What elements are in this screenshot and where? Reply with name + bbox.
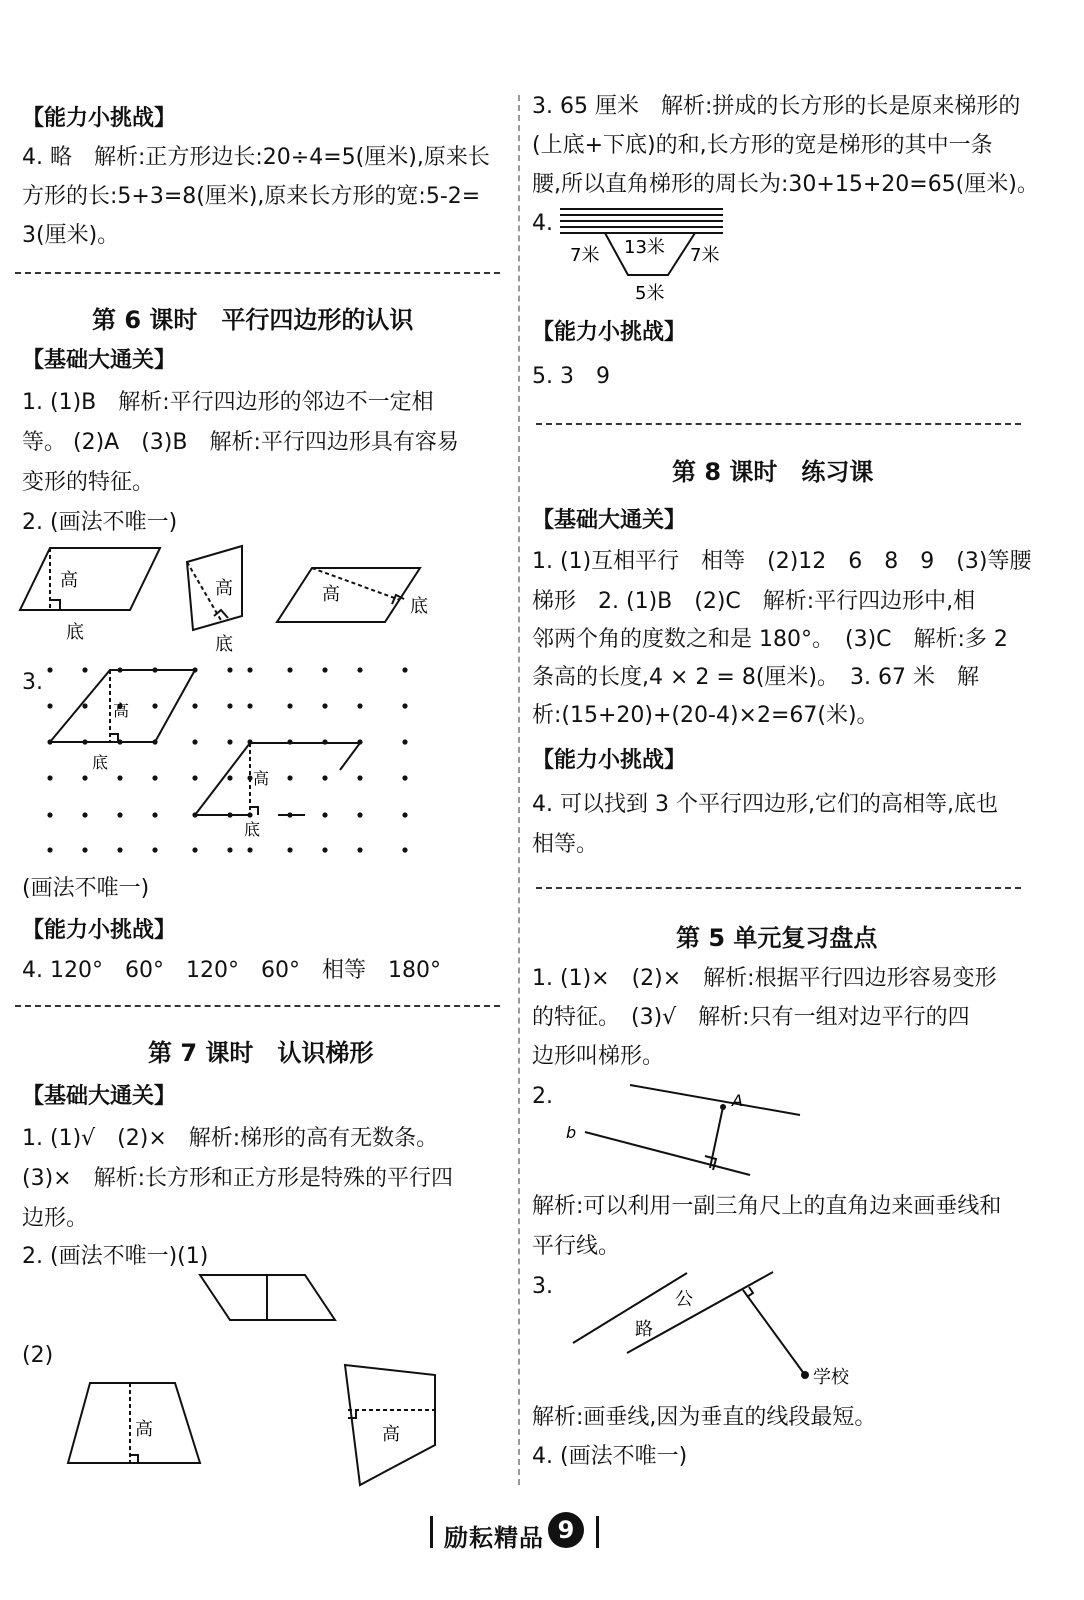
brand-name: 励耘精品 [444,1524,544,1552]
height-label: 高 [135,1419,153,1440]
school-label: 学校 [813,1367,849,1388]
answer-line: 解析:可以利用一副三角尺上的直角边来画垂线和 [532,1194,1002,1219]
grid-dot [287,703,292,708]
grid-dot [192,775,197,780]
grid-dot [247,703,252,708]
answer-line: 4. 可以找到 3 个平行四边形,它们的高相等,底也 [532,792,998,817]
grid-dot [117,847,122,852]
grid-dot [152,775,157,780]
grid-dot [82,812,87,817]
answer-line: 的特征。 (3)√ 解析:只有一组对边平行的四 [532,1005,970,1030]
answer-line: (3)× 解析:长方形和正方形是特殊的平行四 [22,1166,454,1191]
height-label: 高 [60,570,78,591]
grid-dot [322,775,327,780]
answer-line: 平行线。 [532,1234,621,1259]
grid-dot [227,739,232,744]
column-separator [518,95,520,1485]
section-header: 【能力小挑战】 [532,320,687,345]
length-label: 5米 [635,283,665,304]
grid-dot [117,812,122,817]
grid-dot [152,703,157,708]
length-label: 7米 [690,245,720,266]
trapezoid-channel-figure [560,205,760,305]
grid-dot [82,775,87,780]
height-label: 高 [322,584,340,605]
section-header: 【基础大通关】 [22,1084,177,1109]
answer-line: 解析:画垂线,因为垂直的线段最短。 [532,1405,877,1430]
trapezoid-figures [40,1360,520,1500]
point-label: A [732,1091,743,1110]
answer-line: 4. 120° 60° 120° 60° 相等 180° [22,958,441,983]
answer-line: 腰,所以直角梯形的周长为:30+15+20=65(厘米)。 [532,172,1039,197]
divider [536,423,1021,425]
grid-dot [287,667,292,672]
grid-dot [227,703,232,708]
question-number: 3. [532,1274,553,1299]
height-label: 高 [215,578,233,599]
section-header: 【能力小挑战】 [22,106,177,131]
question-number: 4. [532,211,553,236]
divider [15,1005,500,1007]
grid-dot [82,703,87,708]
height-label: 高 [253,769,270,788]
grid-dot [287,775,292,780]
road-label: 公 [675,1289,693,1310]
grid-dot [192,739,197,744]
divider [536,887,1021,889]
grid-dot [402,847,407,852]
parallelogram-figures [0,540,500,660]
lesson-title: 第 7 课时 认识梯形 [148,1039,374,1067]
length-label: 7米 [570,245,600,266]
section-header: 【能力小挑战】 [532,748,687,773]
answer-line: 条高的长度,4 × 2 = 8(厘米)。 3. 67 米 解 [532,665,979,690]
answer-line: 4. 略 解析:正方形边长:20÷4=5(厘米),原来长 [22,145,490,170]
base-label: 底 [92,753,109,772]
question-part: (2) [22,1343,54,1368]
answer-line: 1. (1)× (2)× 解析:根据平行四边形容易变形 [532,966,997,991]
grid-dot [287,847,292,852]
grid-dot [402,775,407,780]
divider [15,272,500,274]
answer-line: 4. (画法不唯一) [532,1444,688,1469]
question-number: 2. [532,1084,553,1109]
section-header: 【基础大通关】 [22,348,177,373]
page-number: 9 [548,1512,584,1548]
grid-dot [47,812,52,817]
height-label: 高 [113,701,130,720]
grid-dot [227,847,232,852]
grid-dot [402,667,407,672]
answer-line: 边形。 [22,1206,89,1231]
answer-line: 2. (画法不唯一)(1) [22,1244,209,1269]
grid-dot [47,775,52,780]
base-label: 底 [410,596,428,617]
answer-line: 方形的长:5+3=8(厘米),原来长方形的宽:5-2= [22,184,481,209]
question-number: 3. [22,670,43,695]
answer-line: 3. 65 厘米 解析:拼成的长方形的长是原来梯形的 [532,94,1021,119]
answer-line: 邻两个角的度数之和是 180°。 (3)C 解析:多 2 [532,627,1008,652]
grid-dot [322,812,327,817]
footer-bar [430,1516,433,1548]
road-school-figure [565,1265,885,1395]
grid-dot [247,847,252,852]
base-label: 底 [66,622,84,643]
grid-dot [357,812,362,817]
answer-line: 边形叫梯形。 [532,1044,665,1069]
grid-dot [192,847,197,852]
grid-dot [47,667,52,672]
grid-dot [47,847,52,852]
grid-dot [357,667,362,672]
base-label: 底 [215,634,233,655]
grid-dot [47,703,52,708]
grid-dot [357,847,362,852]
answer-line: 相等。 [532,832,599,857]
grid-dot [402,703,407,708]
grid-dot [402,812,407,817]
line-label: b [566,1123,577,1142]
answer-line: 变形的特征。 [22,470,155,495]
length-label: 13米 [624,237,665,258]
perpendicular-parallel-figure [560,1080,820,1180]
answer-line: 梯形 2. (1)B (2)C 解析:平行四边形中,相 [532,589,976,614]
grid-dot [322,703,327,708]
grid-dot [82,667,87,672]
page-footer [430,1512,630,1552]
grid-dot [192,703,197,708]
lesson-title: 第 8 课时 练习课 [672,458,874,486]
answer-line: 析:(15+20)+(20-4)×2=67(米)。 [532,703,879,728]
answer-line: 1. (1)B 解析:平行四边形的邻边不一定相 [22,390,434,415]
unit-title: 第 5 单元复习盘点 [676,924,878,952]
grid-dot [247,667,252,672]
road-label: 路 [635,1319,653,1340]
grid-dot [227,775,232,780]
note: (画法不唯一) [22,876,150,901]
height-label: 高 [382,1424,400,1445]
grid-dot [152,847,157,852]
grid-dot [402,739,407,744]
answer-line: 5. 3 9 [532,364,610,389]
grid-dot [357,775,362,780]
section-header: 【能力小挑战】 [22,918,177,943]
grid-dot [227,667,232,672]
grid-dot [322,847,327,852]
answer-line: (上底+下底)的和,长方形的宽是梯形的其中一条 [532,133,993,158]
answer-line: 2. (画法不唯一) [22,510,178,535]
answer-line: 等。 (2)A (3)B 解析:平行四边形具有容易 [22,430,459,455]
grid-dot [152,812,157,817]
grid-dot [82,847,87,852]
grid-dot [357,703,362,708]
footer-bar [596,1516,599,1548]
dot-grid-figure [40,660,480,860]
answer-line: 1. (1)√ (2)× 解析:梯形的高有无数条。 [22,1126,439,1151]
grid-dot [117,775,122,780]
answer-line: 3(厘米)。 [22,223,120,248]
section-header: 【基础大通关】 [532,508,687,533]
base-label: 底 [244,820,261,839]
grid-dot [322,667,327,672]
parallelogram-split-figure [195,1270,395,1330]
answer-line: 1. (1)互相平行 相等 (2)12 6 8 9 (3)等腰 [532,549,1032,574]
lesson-title: 第 6 课时 平行四边形的认识 [92,306,414,334]
